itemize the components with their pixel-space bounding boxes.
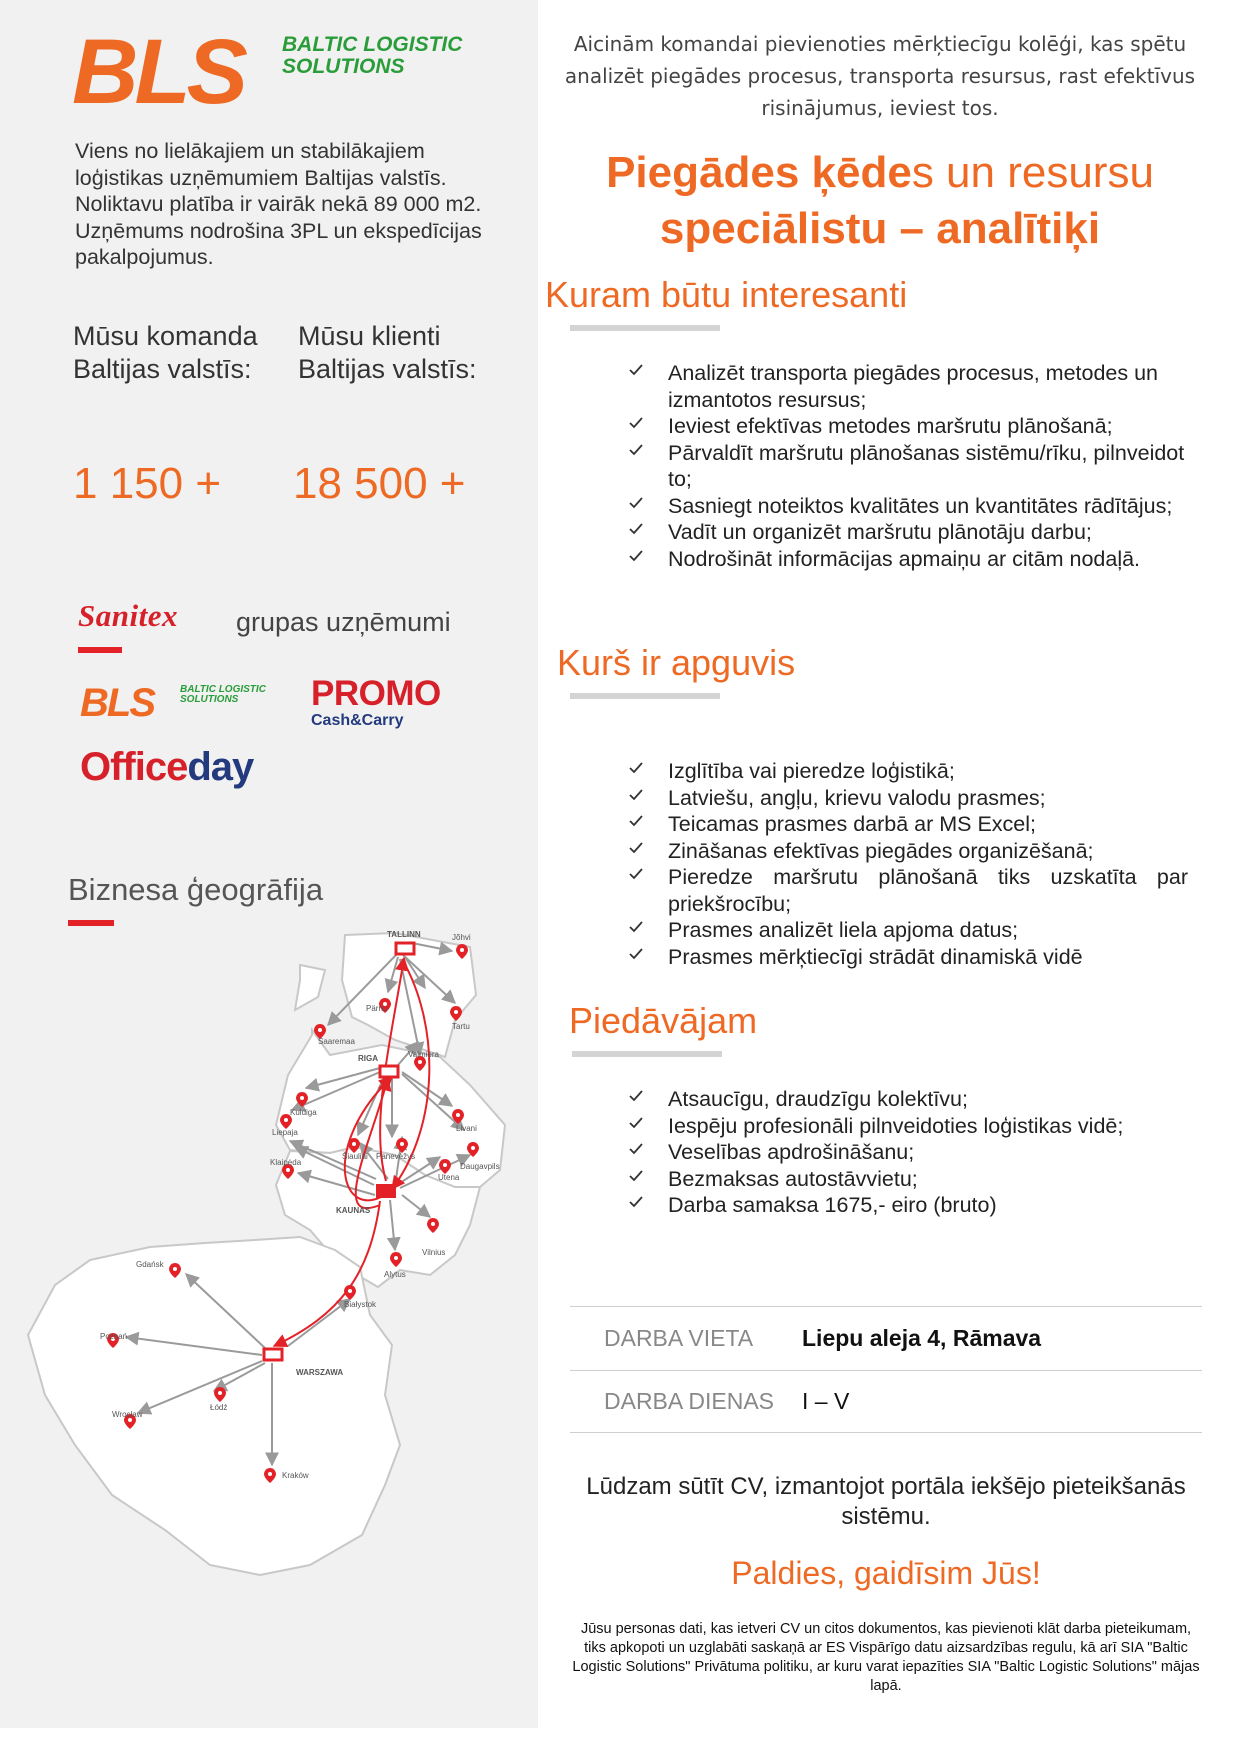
geography-title: Biznesa ģeogrāfija	[68, 872, 324, 907]
business-map	[0, 925, 538, 1625]
hub-icon	[396, 943, 414, 954]
bls-logo-subtitle	[282, 34, 462, 78]
bls-company-subtitle	[180, 685, 266, 705]
city-panevezys: Panevėžys	[376, 1152, 416, 1161]
table-row	[570, 1307, 1202, 1371]
list-item: Prasmes analizēt liela apjoma datus;	[628, 917, 1188, 944]
check-icon	[628, 946, 644, 962]
list-item: Darba samaksa 1675,- eiro (bruto)	[628, 1192, 1188, 1219]
section-title-offer: Piedāvājam	[569, 1000, 758, 1041]
group-companies-label: grupas uzņēmumi	[236, 607, 451, 637]
list-item: Iespēju profesionāli pilnveidoties loģistikas vidē;	[628, 1113, 1188, 1140]
list-offer	[628, 1086, 1188, 1219]
bls-logo-line2: SOLUTIONS	[282, 55, 405, 78]
city-liepaja: Liepaja	[272, 1128, 298, 1137]
list-qualifications	[628, 758, 1188, 970]
sanitex-logo: Sanitex	[78, 598, 178, 633]
officeday-part2: day	[187, 745, 254, 789]
city-warszawa: WARSZAWA	[296, 1368, 344, 1377]
check-icon	[628, 521, 644, 537]
check-icon	[628, 840, 644, 856]
list-item: Atsaucīgu, draudzīgu kolektīvu;	[628, 1086, 1188, 1113]
bls-company-mark: BLS	[80, 681, 154, 725]
stat-clients-line2: Baltijas valstīs:	[298, 354, 477, 384]
city-johvi: Jõhvi	[452, 933, 471, 942]
city-riga: RIGA	[358, 1054, 378, 1063]
check-icon	[628, 787, 644, 803]
city-alytus: Alytus	[384, 1270, 406, 1279]
list-item: Sasniegt noteiktos kvalitātes un kvantitātes rādītājus;	[628, 493, 1188, 520]
job-title-part1: Piegādes ķēde	[606, 148, 912, 197]
city-poznan: Poznań	[100, 1332, 128, 1341]
list-item: Teicamas prasmes darbā ar MS Excel;	[628, 811, 1188, 838]
stat-clients-line1: Mūsu klienti	[298, 321, 441, 351]
list-interests	[628, 360, 1188, 572]
table-row	[570, 1371, 1202, 1433]
thanks-message: Paldies, gaidīsim Jūs!	[731, 1555, 1041, 1591]
stat-team-line1: Mūsu komanda	[73, 321, 258, 351]
promo-mark: PROMO	[311, 674, 441, 713]
officeday-logo	[80, 745, 253, 790]
check-icon	[628, 1168, 644, 1184]
list-item: Pieredze maršrutu plānošanā tiks uzskatīta par priekšrocību;	[628, 864, 1188, 917]
gdpr-notice: Jūsu personas dati, kas ietveri CV un citos dokumentos, kas pievienoti klāt darba pieteikumam, tiks apkopoti un uzglabāti saskaņā ar ES Vispārīgo datu aizsardzības regulu, kā arī SIA "Baltic Logistic Solutions" Privātuma politiku, ar kuru varat iepazīties SIA "Baltic Logistic Solutions" mājas lapā.	[572, 1621, 1200, 1694]
list-item: Latviešu, angļu, krievu valodu prasmes;	[628, 785, 1188, 812]
check-icon	[628, 442, 644, 458]
check-icon	[628, 1088, 644, 1104]
list-item: Nodrošināt informācijas apmaiņu ar citām nodaļā.	[628, 546, 1188, 573]
list-item: Analizēt transporta piegādes procesus, metodes un izmantotos resursus;	[628, 360, 1188, 413]
city-klaipeda: Klaipėda	[270, 1158, 302, 1167]
city-vilnius: Vilnius	[422, 1248, 446, 1257]
city-gdansk: Gdańsk	[136, 1260, 164, 1269]
city-wroclaw: Wrocław	[112, 1410, 143, 1419]
officeday-part1: Office	[80, 745, 188, 789]
check-icon	[628, 415, 644, 431]
section-title-interests: Kuram būtu interesanti	[545, 274, 908, 315]
list-item: Ieviest efektīvas metodes maršrutu plānošanā;	[628, 413, 1188, 440]
city-tallinn: TALLINN	[387, 930, 421, 939]
section-divider	[572, 1051, 722, 1057]
hub-icon	[376, 1184, 396, 1198]
list-item: Pārvaldīt maršrutu plānošanas sistēmu/rīku, pilnveidot to;	[628, 440, 1188, 493]
city-utena: Utena	[438, 1173, 460, 1182]
company-intro: Viens no lielākajiem un stabilākajiem loģistikas uzņēmumiem Baltijas valstīs. Noliktavu platība ir vairāk nekā 89 000 m2. Uzņēmums nodrošina 3PL un ekspedīcijas pakalpojumus.	[75, 139, 482, 269]
bls-company-line1: BALTIC LOGISTIC	[180, 684, 266, 695]
city-kuldiga: Kuldiga	[290, 1108, 317, 1117]
job-intro: Aicinām komandai pievienoties mērķtiecīgu kolēģi, kas spētu analizēt piegādes procesus, transporta resursus, rast efektīvus risinājumus, ieviest tos.	[564, 32, 1196, 120]
list-item: Veselības apdrošināšanu;	[628, 1139, 1188, 1166]
hub-icon	[380, 1066, 398, 1077]
section-divider	[570, 325, 720, 331]
check-icon	[628, 866, 644, 882]
job-details-table	[570, 1306, 1202, 1433]
list-item: Izglītība vai pieredze loģistikā;	[628, 758, 1188, 785]
hub-icon	[264, 1349, 282, 1360]
job-title-part2: s un resursu	[911, 148, 1154, 197]
check-icon	[628, 1115, 644, 1131]
city-kaunas: KAUNAS	[336, 1206, 371, 1215]
check-icon	[628, 495, 644, 511]
check-icon	[628, 362, 644, 378]
bls-company-line2: SOLUTIONS	[180, 694, 239, 705]
stat-team	[73, 320, 258, 386]
stat-team-value: 1 150 +	[73, 459, 222, 508]
detail-key-location: DARBA VIETA	[570, 1307, 801, 1371]
check-icon	[628, 548, 644, 564]
job-title-part3: speciālistu – analītiķi	[659, 204, 1101, 253]
detail-value-location: Liepu aleja 4, Rāmava	[801, 1307, 1202, 1371]
section-divider	[570, 693, 720, 699]
detail-key-days: DARBA DIENAS	[570, 1371, 801, 1433]
job-title	[545, 145, 1215, 257]
list-item: Bezmaksas autostāvvietu;	[628, 1166, 1188, 1193]
stat-clients-value: 18 500 +	[293, 459, 466, 508]
cv-instructions: Lūdzam sūtīt CV, izmantojot portāla iekšējo pieteikšanās sistēmu.	[586, 1473, 1186, 1530]
city-siauliai: Šiauliai	[342, 1152, 368, 1161]
city-livani: Livani	[456, 1124, 477, 1133]
check-icon	[628, 1141, 644, 1157]
city-lodz: Łódź	[210, 1403, 228, 1412]
sanitex-divider	[78, 647, 122, 653]
city-tartu: Tartu	[452, 1022, 470, 1031]
detail-value-days: I – V	[801, 1371, 1202, 1433]
check-icon	[628, 1194, 644, 1210]
stat-clients	[298, 320, 477, 386]
section-title-qualifications: Kurš ir apguvis	[557, 642, 796, 683]
city-daugavpils: Daugavpils	[460, 1162, 500, 1171]
check-icon	[628, 813, 644, 829]
stat-team-line2: Baltijas valstīs:	[73, 354, 252, 384]
city-parnu: Pärnu	[366, 1004, 388, 1013]
city-bialystok: Białystok	[344, 1300, 377, 1309]
city-krakow: Kraków	[282, 1471, 309, 1480]
check-icon	[628, 919, 644, 935]
bls-logo-mark: BLS	[72, 21, 244, 123]
list-item: Zināšanas efektīvas piegādes organizēšanā;	[628, 838, 1188, 865]
bls-logo-line1: BALTIC LOGISTIC	[282, 33, 463, 56]
list-item: Prasmes mērķtiecīgi strādāt dinamiskā vidē	[628, 944, 1188, 971]
bls-logo	[72, 21, 463, 123]
check-icon	[628, 760, 644, 776]
city-valmiera: Valmiera	[408, 1050, 439, 1059]
list-item: Vadīt un organizēt maršrutu plānotāju darbu;	[628, 519, 1188, 546]
promo-logo	[311, 676, 441, 730]
city-saaremaa: Saaremaa	[318, 1037, 355, 1046]
promo-subtitle: Cash&Carry	[311, 712, 404, 729]
bls-company-logo	[80, 681, 266, 725]
